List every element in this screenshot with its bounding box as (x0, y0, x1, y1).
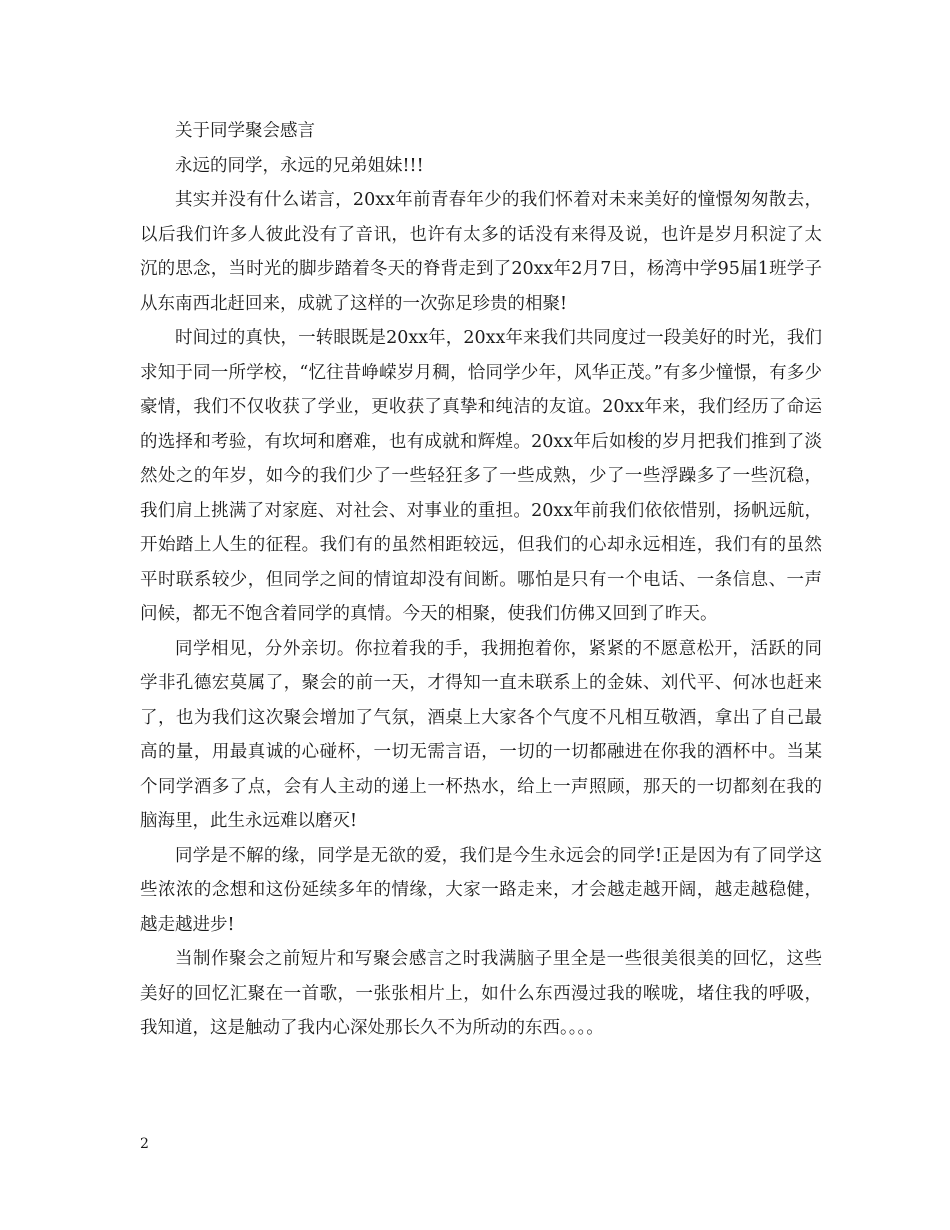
paragraph: 同学相见，分外亲切。你拉着我的手，我拥抱着你，紧紧的不愿意松开，活跃的同学非孔德宏莫属了，聚会的前一天，才得知一直未联系上的金妹、刘代平、何冰也赶来了，也为我们这次聚会增加了气氛，酒桌上大家各个气度不凡相互敬酒，拿出了自己最高的量，用最真诚的心碰杯，一切无需言语，一切的一切都融进在你我的酒杯中。当某个同学酒多了点，会有人主动的递上一杯热水，给上一声照顾，那天的一切都刻在我的脑海里，此生永远难以磨灭! (140, 638, 822, 831)
document-body (140, 114, 822, 1046)
paragraph: 同学是不解的缘，同学是无欲的爱，我们是今生永远会的同学!正是因为有了同学这些浓浓的念想和这份延续多年的情缘，大家一路走来，才会越走越开阔，越走越稳健，越走越进步! (140, 845, 822, 935)
paragraph: 永远的同学，永远的兄弟姐妹!!! (175, 155, 424, 176)
paragraph: 其实并没有什么诺言，20xx年前青春年少的我们怀着对未来美好的憧憬匆匆散去，以后我们许多人彼此没有了音讯，也许有太多的话没有来得及说，也许是岁月积淀了太沉的思念，当时光的脚步踏着冬天的脊背走到了20xx年2月7日，杨湾中学95届1班学子从东南西北赶回来，成就了这样的一次弥足珍贵的相聚! (140, 190, 822, 314)
paragraph: 时间过的真快，一转眼既是20xx年，20xx年来我们共同度过一段美好的时光，我们求知于同一所学校，“忆往昔峥嵘岁月稠，恰同学少年，风华正茂。”有多少憧憬，有多少豪情，我们不仅收获了学业，更收获了真挚和纯洁的友谊。20xx年来，我们经历了命运的选择和考验，有坎坷和磨难，也有成就和辉煌。20xx年后如梭的岁月把我们推到了淡然处之的年岁，如今的我们少了一些轻狂多了一些成熟，少了一些浮躁多了一些沉稳，我们肩上挑满了对家庭、对社会、对事业的重担。20xx年前我们依依惜别，扬帆远航，开始踏上人生的征程。我们有的虽然相距较远，但我们的心却永远相连，我们有的虽然平时联系较少，但同学之间的情谊却没有间断。哪怕是只有一个电话、一条信息、一声问候，都无不饱含着同学的真情。今天的相聚，使我们仿佛又回到了昨天。 (140, 328, 822, 624)
page-number: 2 (140, 1136, 149, 1152)
paragraph: 当制作聚会之前短片和写聚会感言之时我满脑子里全是一些很美很美的回忆，这些美好的回忆汇聚在一首歌，一张张相片上，如什么东西漫过我的喉咙，堵住我的呼吸，我知道，这是触动了我内心深处那长久不为所动的东西。。。。 (140, 949, 822, 1038)
document-title: 关于同学聚会感言 (175, 121, 315, 141)
